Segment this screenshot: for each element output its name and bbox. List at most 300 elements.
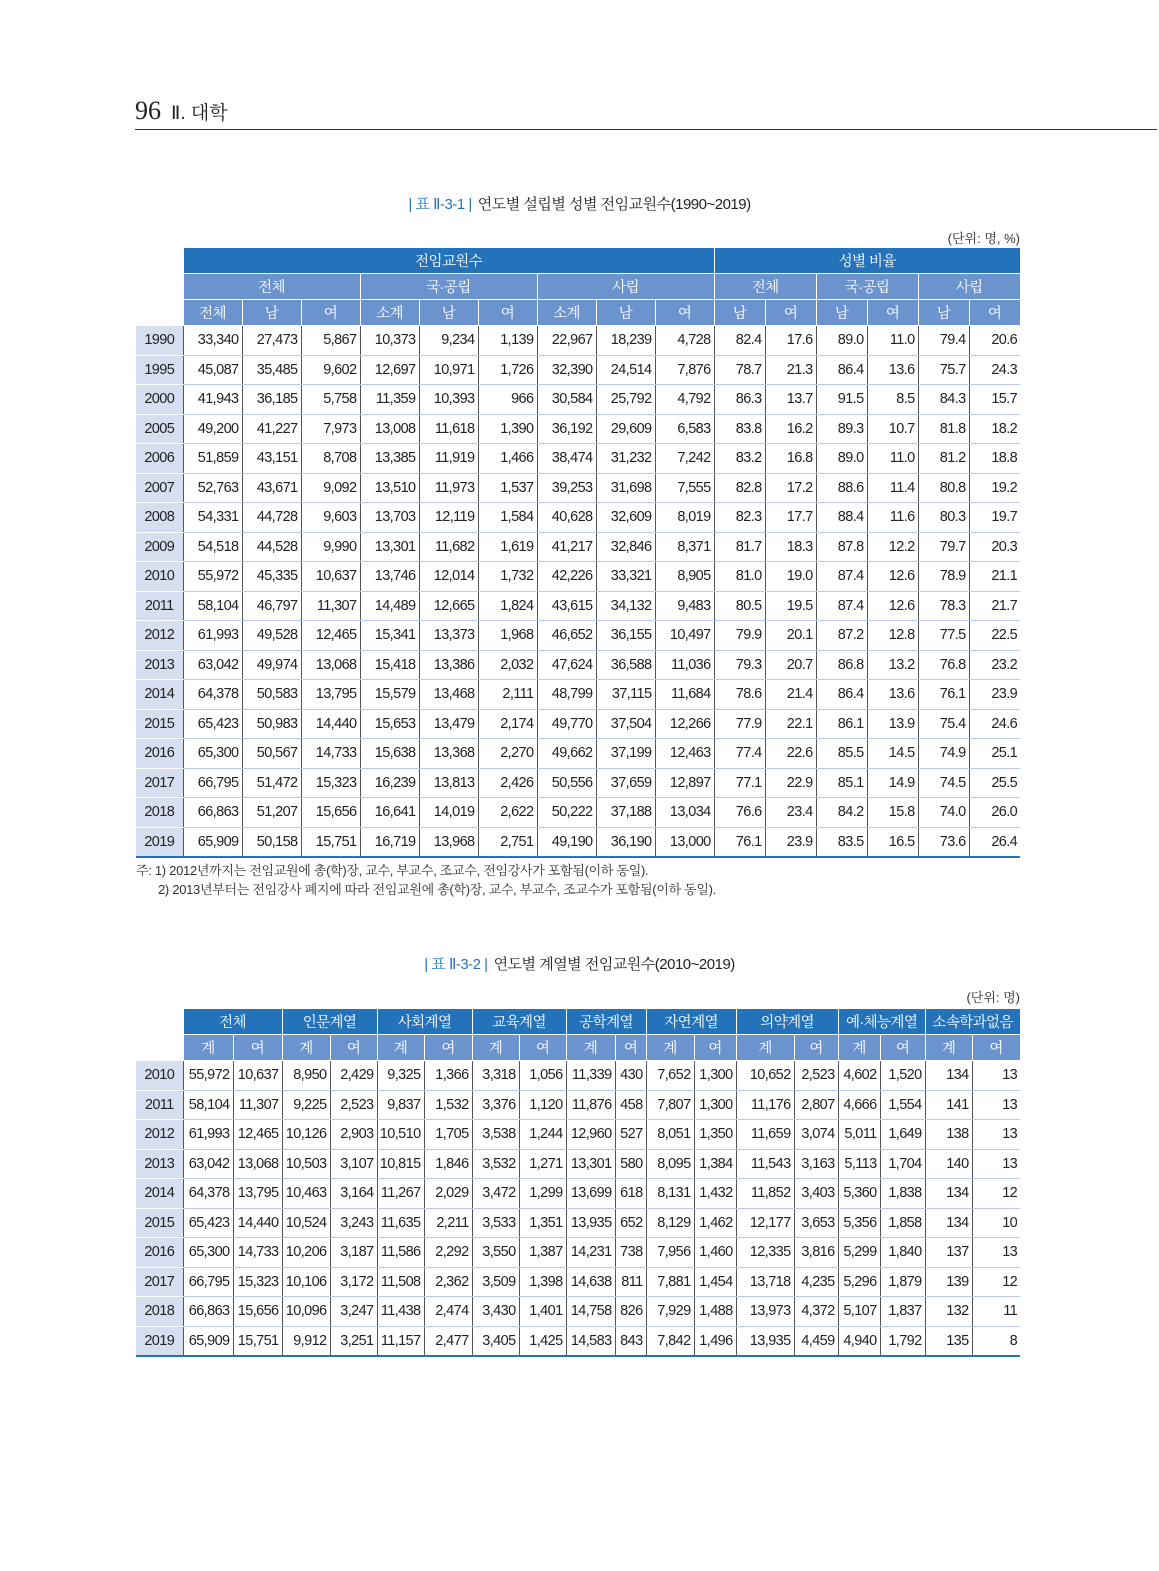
value-cell: 14,583	[566, 1326, 615, 1356]
value-cell: 76.6	[714, 798, 765, 828]
value-cell: 82.3	[714, 503, 765, 533]
value-cell: 12.2	[867, 532, 918, 562]
table-row	[136, 1238, 1020, 1268]
column-header: 여	[233, 1035, 282, 1061]
value-cell: 81.0	[714, 562, 765, 592]
value-cell: 10,126	[282, 1120, 330, 1150]
value-cell: 66,795	[183, 1267, 233, 1297]
page-header	[135, 96, 228, 126]
value-cell: 1,401	[519, 1297, 566, 1327]
value-cell: 13	[972, 1061, 1020, 1091]
value-cell: 15,653	[360, 709, 419, 739]
value-cell: 16.5	[867, 827, 918, 857]
value-cell: 15,656	[233, 1297, 282, 1327]
value-cell: 76.1	[714, 827, 765, 857]
value-cell: 12,897	[655, 768, 714, 798]
value-cell: 87.4	[816, 591, 867, 621]
value-cell: 9,990	[301, 532, 360, 562]
value-cell: 50,983	[242, 709, 301, 739]
value-cell: 11,176	[736, 1090, 794, 1120]
value-cell: 13,385	[360, 444, 419, 474]
value-cell: 78.7	[714, 355, 765, 385]
value-cell: 8,708	[301, 444, 360, 474]
value-cell: 1,496	[694, 1326, 736, 1356]
column-header: 여	[424, 1035, 472, 1061]
header-rule	[135, 129, 1157, 130]
value-cell: 12,177	[736, 1208, 794, 1238]
value-cell: 1,299	[519, 1179, 566, 1209]
value-cell: 27,473	[242, 326, 301, 356]
value-cell: 12,697	[360, 355, 419, 385]
value-cell: 1,649	[880, 1120, 925, 1150]
value-cell: 1,858	[880, 1208, 925, 1238]
value-cell: 13,000	[655, 827, 714, 857]
column-header: 소계	[537, 300, 596, 326]
value-cell: 86.1	[816, 709, 867, 739]
column-header: 전체	[183, 300, 242, 326]
value-cell: 2,270	[478, 739, 537, 769]
value-cell: 137	[925, 1238, 972, 1268]
year-cell: 1995	[136, 355, 183, 385]
value-cell: 10,510	[377, 1120, 424, 1150]
year-cell: 2008	[136, 503, 183, 533]
value-cell: 64,378	[183, 1179, 233, 1209]
value-cell: 16.2	[765, 414, 816, 444]
subgroup-header: 사립	[918, 274, 1020, 300]
value-cell: 30,584	[537, 385, 596, 415]
value-cell: 3,107	[330, 1149, 377, 1179]
value-cell: 1,824	[478, 591, 537, 621]
value-cell: 65,423	[183, 1208, 233, 1238]
value-cell: 13,068	[233, 1149, 282, 1179]
value-cell: 66,863	[183, 798, 242, 828]
value-cell: 17.6	[765, 326, 816, 356]
group-header: 의약계열	[736, 1009, 838, 1035]
value-cell: 135	[925, 1326, 972, 1356]
value-cell: 4,666	[838, 1090, 880, 1120]
value-cell: 1,460	[694, 1238, 736, 1268]
value-cell: 4,235	[794, 1267, 838, 1297]
table-row	[136, 385, 1020, 415]
value-cell: 134	[925, 1208, 972, 1238]
value-cell: 21.1	[969, 562, 1020, 592]
page-number: 96	[135, 96, 161, 125]
value-cell: 36,155	[596, 621, 655, 651]
column-header: 계	[377, 1035, 424, 1061]
value-cell: 9,325	[377, 1061, 424, 1091]
value-cell: 49,974	[242, 650, 301, 680]
value-cell: 1,879	[880, 1267, 925, 1297]
table2-unit: (단위: 명)	[966, 990, 1020, 1005]
value-cell: 1,520	[880, 1061, 925, 1091]
value-cell: 49,528	[242, 621, 301, 651]
value-cell: 12.6	[867, 591, 918, 621]
table1-unit: (단위: 명, %)	[947, 231, 1020, 246]
table1-title: 연도별 설립별 성별 전임교원수(1990~2019)	[477, 196, 751, 213]
value-cell: 13,301	[360, 532, 419, 562]
value-cell: 7,973	[301, 414, 360, 444]
value-cell: 41,943	[183, 385, 242, 415]
value-cell: 18.8	[969, 444, 1020, 474]
value-cell: 23.4	[765, 798, 816, 828]
value-cell: 43,151	[242, 444, 301, 474]
value-cell: 7,876	[655, 355, 714, 385]
column-header: 여	[655, 300, 714, 326]
value-cell: 83.2	[714, 444, 765, 474]
group-header: 자연계열	[646, 1009, 736, 1035]
value-cell: 15,751	[233, 1326, 282, 1356]
value-cell: 10,503	[282, 1149, 330, 1179]
value-cell: 14,489	[360, 591, 419, 621]
value-cell: 79.4	[918, 326, 969, 356]
table-row	[136, 355, 1020, 385]
value-cell: 1,532	[424, 1090, 472, 1120]
value-cell: 458	[615, 1090, 646, 1120]
year-cell: 2007	[136, 473, 183, 503]
value-cell: 3,243	[330, 1208, 377, 1238]
value-cell: 37,199	[596, 739, 655, 769]
year-cell: 2014	[136, 1179, 183, 1209]
value-cell: 47,624	[537, 650, 596, 680]
value-cell: 3,653	[794, 1208, 838, 1238]
value-cell: 10,497	[655, 621, 714, 651]
value-cell: 54,518	[183, 532, 242, 562]
value-cell: 4,602	[838, 1061, 880, 1091]
value-cell: 20.1	[765, 621, 816, 651]
value-cell: 11,682	[419, 532, 478, 562]
year-cell: 2011	[136, 1090, 183, 1120]
value-cell: 5,299	[838, 1238, 880, 1268]
column-header: 계	[646, 1035, 694, 1061]
value-cell: 50,556	[537, 768, 596, 798]
value-cell: 25,792	[596, 385, 655, 415]
value-cell: 12,465	[301, 621, 360, 651]
value-cell: 2,751	[478, 827, 537, 857]
value-cell: 14,638	[566, 1267, 615, 1297]
value-cell: 2,807	[794, 1090, 838, 1120]
value-cell: 82.8	[714, 473, 765, 503]
group-header: 소속학과없음	[925, 1009, 1020, 1035]
value-cell: 7,652	[646, 1061, 694, 1091]
value-cell: 826	[615, 1297, 646, 1327]
value-cell: 5,107	[838, 1297, 880, 1327]
column-header: 소계	[360, 300, 419, 326]
value-cell: 3,532	[472, 1149, 519, 1179]
value-cell: 811	[615, 1267, 646, 1297]
column-header: 계	[282, 1035, 330, 1061]
column-header: 여	[880, 1035, 925, 1061]
value-cell: 10,815	[377, 1149, 424, 1179]
value-cell: 33,321	[596, 562, 655, 592]
value-cell: 132	[925, 1297, 972, 1327]
value-cell: 39,253	[537, 473, 596, 503]
value-cell: 86.4	[816, 680, 867, 710]
value-cell: 13,968	[419, 827, 478, 857]
value-cell: 89.0	[816, 444, 867, 474]
value-cell: 7,929	[646, 1297, 694, 1327]
column-header: 남	[918, 300, 969, 326]
value-cell: 24,514	[596, 355, 655, 385]
value-cell: 7,956	[646, 1238, 694, 1268]
value-cell: 3,164	[330, 1179, 377, 1209]
value-cell: 134	[925, 1061, 972, 1091]
value-cell: 2,477	[424, 1326, 472, 1356]
value-cell: 16,239	[360, 768, 419, 798]
value-cell: 86.8	[816, 650, 867, 680]
value-cell: 77.5	[918, 621, 969, 651]
year-cell: 2017	[136, 768, 183, 798]
value-cell: 8	[972, 1326, 1020, 1356]
value-cell: 8,905	[655, 562, 714, 592]
value-cell: 13,373	[419, 621, 478, 651]
value-cell: 9,603	[301, 503, 360, 533]
column-header: 여	[301, 300, 360, 326]
table-row	[136, 1120, 1020, 1150]
value-cell: 14.5	[867, 739, 918, 769]
table-row	[136, 1326, 1020, 1356]
value-cell: 44,728	[242, 503, 301, 533]
value-cell: 10,637	[301, 562, 360, 592]
section-title: Ⅱ. 대학	[171, 103, 228, 124]
value-cell: 48,799	[537, 680, 596, 710]
value-cell: 12,119	[419, 503, 478, 533]
value-cell: 13,795	[233, 1179, 282, 1209]
value-cell: 87.4	[816, 562, 867, 592]
value-cell: 65,909	[183, 1326, 233, 1356]
year-cell: 2010	[136, 1061, 183, 1091]
value-cell: 19.2	[969, 473, 1020, 503]
value-cell: 11,036	[655, 650, 714, 680]
table-row	[136, 1061, 1020, 1091]
corner-cell	[136, 248, 183, 326]
value-cell: 1,726	[478, 355, 537, 385]
value-cell: 10,393	[419, 385, 478, 415]
value-cell: 43,615	[537, 591, 596, 621]
value-cell: 1,398	[519, 1267, 566, 1297]
value-cell: 430	[615, 1061, 646, 1091]
value-cell: 14,231	[566, 1238, 615, 1268]
value-cell: 1,466	[478, 444, 537, 474]
year-cell: 2016	[136, 1238, 183, 1268]
value-cell: 37,188	[596, 798, 655, 828]
value-cell: 13,813	[419, 768, 478, 798]
value-cell: 38,474	[537, 444, 596, 474]
value-cell: 36,185	[242, 385, 301, 415]
table-row	[136, 503, 1020, 533]
value-cell: 75.4	[918, 709, 969, 739]
value-cell: 10,637	[233, 1061, 282, 1091]
value-cell: 11,852	[736, 1179, 794, 1209]
value-cell: 36,588	[596, 650, 655, 680]
value-cell: 2,523	[330, 1090, 377, 1120]
value-cell: 6,583	[655, 414, 714, 444]
value-cell: 88.6	[816, 473, 867, 503]
value-cell: 738	[615, 1238, 646, 1268]
value-cell: 11.6	[867, 503, 918, 533]
value-cell: 2,029	[424, 1179, 472, 1209]
value-cell: 80.8	[918, 473, 969, 503]
value-cell: 50,222	[537, 798, 596, 828]
value-cell: 3,187	[330, 1238, 377, 1268]
value-cell: 37,659	[596, 768, 655, 798]
value-cell: 11,359	[360, 385, 419, 415]
value-cell: 49,190	[537, 827, 596, 857]
value-cell: 78.9	[918, 562, 969, 592]
value-cell: 11,508	[377, 1267, 424, 1297]
value-cell: 15,656	[301, 798, 360, 828]
table1-tag: | 표 Ⅱ-3-1 |	[408, 196, 472, 213]
group-header: 공학계열	[566, 1009, 646, 1035]
value-cell: 79.7	[918, 532, 969, 562]
value-cell: 4,459	[794, 1326, 838, 1356]
value-cell: 9,912	[282, 1326, 330, 1356]
value-cell: 13,386	[419, 650, 478, 680]
value-cell: 1,300	[694, 1061, 736, 1091]
group-header: 예·체능계열	[838, 1009, 925, 1035]
column-header: 여	[765, 300, 816, 326]
value-cell: 13.2	[867, 650, 918, 680]
value-cell: 16,641	[360, 798, 419, 828]
value-cell: 22.9	[765, 768, 816, 798]
value-cell: 3,172	[330, 1267, 377, 1297]
value-cell: 13,718	[736, 1267, 794, 1297]
value-cell: 65,300	[183, 739, 242, 769]
value-cell: 37,504	[596, 709, 655, 739]
value-cell: 36,190	[596, 827, 655, 857]
year-cell: 2011	[136, 591, 183, 621]
value-cell: 23.2	[969, 650, 1020, 680]
value-cell: 14,758	[566, 1297, 615, 1327]
value-cell: 4,372	[794, 1297, 838, 1327]
table-row	[136, 326, 1020, 356]
value-cell: 22.1	[765, 709, 816, 739]
value-cell: 21.3	[765, 355, 816, 385]
value-cell: 14,440	[233, 1208, 282, 1238]
year-cell: 2013	[136, 650, 183, 680]
value-cell: 41,227	[242, 414, 301, 444]
value-cell: 5,296	[838, 1267, 880, 1297]
year-cell: 2018	[136, 798, 183, 828]
value-cell: 15.8	[867, 798, 918, 828]
value-cell: 58,104	[183, 1090, 233, 1120]
value-cell: 55,972	[183, 1061, 233, 1091]
value-cell: 66,795	[183, 768, 242, 798]
value-cell: 21.7	[969, 591, 1020, 621]
value-cell: 12,266	[655, 709, 714, 739]
value-cell: 3,430	[472, 1297, 519, 1327]
value-cell: 86.3	[714, 385, 765, 415]
value-cell: 79.9	[714, 621, 765, 651]
group-header: 성별 비율	[714, 248, 1020, 274]
value-cell: 3,533	[472, 1208, 519, 1238]
year-cell: 2005	[136, 414, 183, 444]
value-cell: 1,300	[694, 1090, 736, 1120]
table-row	[136, 591, 1020, 621]
value-cell: 45,335	[242, 562, 301, 592]
table-row	[136, 680, 1020, 710]
value-cell: 13.7	[765, 385, 816, 415]
value-cell: 2,174	[478, 709, 537, 739]
column-header: 여	[972, 1035, 1020, 1061]
table-row	[136, 798, 1020, 828]
value-cell: 1,462	[694, 1208, 736, 1238]
group-header: 사회계열	[377, 1009, 472, 1035]
value-cell: 13,479	[419, 709, 478, 739]
value-cell: 1,537	[478, 473, 537, 503]
value-cell: 76.8	[918, 650, 969, 680]
value-cell: 13,468	[419, 680, 478, 710]
value-cell: 11	[972, 1297, 1020, 1327]
value-cell: 1,271	[519, 1149, 566, 1179]
value-cell: 22,967	[537, 326, 596, 356]
table-row	[136, 827, 1020, 857]
value-cell: 51,859	[183, 444, 242, 474]
table2-tag: | 표 Ⅱ-3-2 |	[424, 956, 488, 973]
value-cell: 74.5	[918, 768, 969, 798]
value-cell: 33,340	[183, 326, 242, 356]
subgroup-header: 전체	[183, 274, 360, 300]
value-cell: 13,068	[301, 650, 360, 680]
value-cell: 80.5	[714, 591, 765, 621]
value-cell: 45,087	[183, 355, 242, 385]
value-cell: 2,903	[330, 1120, 377, 1150]
value-cell: 11,339	[566, 1061, 615, 1091]
value-cell: 41,217	[537, 532, 596, 562]
value-cell: 65,423	[183, 709, 242, 739]
value-cell: 3,509	[472, 1267, 519, 1297]
value-cell: 13,795	[301, 680, 360, 710]
table-row	[136, 1179, 1020, 1209]
value-cell: 1,584	[478, 503, 537, 533]
table2-caption	[0, 953, 1159, 974]
value-cell: 14,019	[419, 798, 478, 828]
value-cell: 1,838	[880, 1179, 925, 1209]
column-header: 여	[969, 300, 1020, 326]
value-cell: 7,555	[655, 473, 714, 503]
year-cell: 2009	[136, 532, 183, 562]
value-cell: 4,940	[838, 1326, 880, 1356]
value-cell: 20.6	[969, 326, 1020, 356]
value-cell: 78.6	[714, 680, 765, 710]
value-cell: 580	[615, 1149, 646, 1179]
value-cell: 81.7	[714, 532, 765, 562]
value-cell: 5,360	[838, 1179, 880, 1209]
value-cell: 12,465	[233, 1120, 282, 1150]
value-cell: 52,763	[183, 473, 242, 503]
value-cell: 141	[925, 1090, 972, 1120]
value-cell: 2,474	[424, 1297, 472, 1327]
column-header: 남	[714, 300, 765, 326]
value-cell: 89.3	[816, 414, 867, 444]
value-cell: 15,323	[301, 768, 360, 798]
value-cell: 3,247	[330, 1297, 377, 1327]
value-cell: 7,242	[655, 444, 714, 474]
value-cell: 50,158	[242, 827, 301, 857]
table1-note-1: 주: 1) 2012년까지는 전임교원에 총(학)장, 교수, 부교수, 조교수, 전임강사가 포함됨(이하 동일).	[136, 863, 649, 878]
value-cell: 11,684	[655, 680, 714, 710]
value-cell: 1,968	[478, 621, 537, 651]
table-row	[136, 621, 1020, 651]
value-cell: 12,463	[655, 739, 714, 769]
value-cell: 11.4	[867, 473, 918, 503]
value-cell: 1,846	[424, 1149, 472, 1179]
subgroup-header: 전체	[714, 274, 816, 300]
value-cell: 35,485	[242, 355, 301, 385]
column-header: 여	[615, 1035, 646, 1061]
column-header: 계	[566, 1035, 615, 1061]
value-cell: 13,935	[566, 1208, 615, 1238]
value-cell: 140	[925, 1149, 972, 1179]
